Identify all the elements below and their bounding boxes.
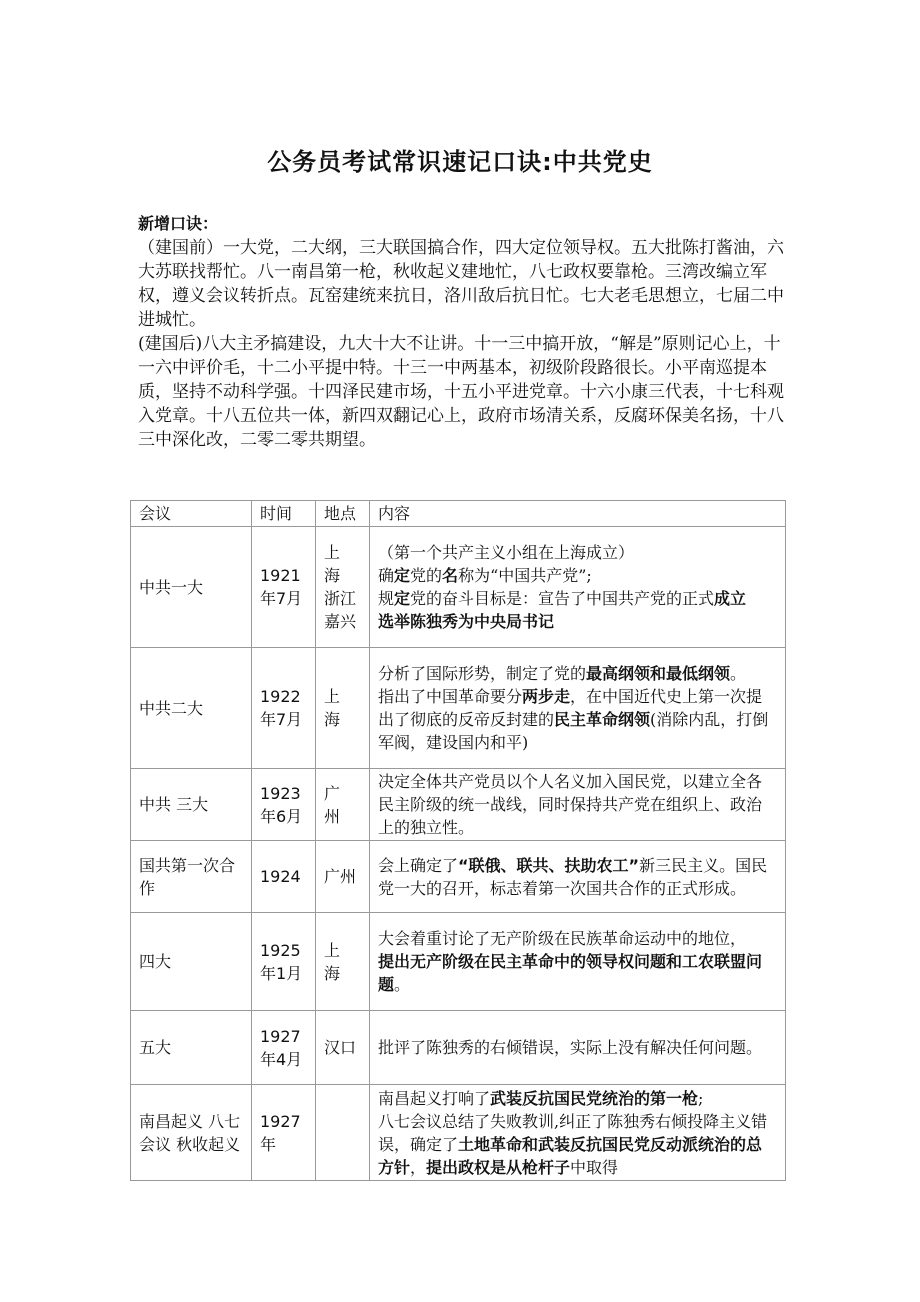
emphasis-text: 提出政权是从枪杆子	[426, 1157, 571, 1177]
meeting-place-cell: 上 海	[316, 913, 370, 1011]
content-lines	[378, 1087, 777, 1179]
content-text: 。	[730, 664, 747, 683]
content-lines	[378, 854, 777, 900]
content-line	[378, 1110, 777, 1179]
meeting-name-cell: 中共二大	[131, 648, 252, 769]
content-text: 分析了国际形势，制定了党的	[378, 664, 587, 683]
table-header-row	[131, 501, 786, 527]
table-body	[131, 527, 786, 1181]
meeting-place-cell: 汉口	[316, 1011, 370, 1085]
content-text: 决定全体共产党员以个人名义加入国民党，以建立全各民主阶级的统一战线，同时保持共产党在组织上、政治上的独立性。	[378, 772, 763, 837]
meeting-name-cell: 五大	[131, 1011, 252, 1085]
emphasis-text: 成立	[714, 589, 747, 608]
table-row	[131, 1085, 786, 1181]
meeting-place-cell: 上 海	[316, 648, 370, 769]
meeting-content-cell	[370, 913, 786, 1011]
emphasis-text: 选举陈独秀为中央局书记	[378, 612, 555, 631]
meeting-time-cell: 1925年1月	[252, 913, 316, 1011]
content-text: 党的	[410, 566, 443, 585]
table-row	[131, 1011, 786, 1085]
meeting-content-cell	[370, 841, 786, 913]
header-time: 时间	[252, 501, 316, 527]
content-line	[378, 610, 777, 633]
header-meeting: 会议	[131, 501, 252, 527]
emphasis-text: “联俄、联共、扶助农工”	[458, 855, 640, 875]
meeting-time-cell: 1921年7月	[252, 527, 316, 648]
content-text: 会上确定了	[378, 855, 459, 875]
content-text: 八七会议总结了失败教训,纠正了陈独秀右倾投降主义错误，确定了	[378, 1111, 768, 1154]
content-text: 确	[378, 566, 395, 585]
emphasis-text: 民主革命纲领	[554, 710, 651, 729]
meeting-place-cell: 广州	[316, 841, 370, 913]
content-text: (消除内乱，打倒军阀，建设国内和平)	[378, 710, 769, 752]
meeting-time-cell: 1923年6月	[252, 769, 316, 841]
table-row	[131, 527, 786, 648]
meeting-time-cell: 1927年	[252, 1085, 316, 1181]
content-text: 党的奋斗目标是：宣告了中国共产党的正式	[410, 589, 715, 608]
content-text: （第一个共产主义小组在上海成立）	[378, 543, 635, 562]
emphasis-text: 提出无产阶级在民主革命中的领导权问题和工农联盟问题	[378, 952, 763, 994]
mnemonic-paragraph-post-1949: (建国后)八大主矛搞建设，九大十大不让讲。十一三中搞开放，“解是”原则记心上，十一六中评价毛，十二小平提中特。十三一中两基本，初级阶段路很长。小平南巡提本质，坚持不动科学强。十四泽民建市场，十五小平进党章。十六小康三代表，十七科观入党章。十八五位共一体，新四双翻记心上，政府市场清关系，反腐环保美名扬，十八三中深化改，二零二零共期望。	[138, 334, 784, 450]
content-line	[378, 564, 777, 587]
content-line	[378, 662, 777, 685]
emphasis-text: 武装反抗国民党统治的第一枪	[490, 1088, 699, 1108]
content-line	[378, 927, 777, 950]
table-row	[131, 841, 786, 913]
content-text: 大会着重讨论了无产阶级在民族革命运动中的地位，	[378, 929, 747, 948]
meeting-time-cell: 1922年7月	[252, 648, 316, 769]
content-line	[378, 587, 777, 610]
emphasis-text: 两步走	[522, 687, 571, 706]
content-text: 中取得	[570, 1157, 619, 1177]
mnemonic-paragraph-pre-1949: （建国前）一大党，二大纲，三大联国搞合作，四大定位领导权。五大批陈打酱油，六大苏联找帮忙。八一南昌第一枪，秋收起义建地忙，八七政权要靠枪。三湾改编立军权，遵义会议转折点。瓦窑建统来抗日，洛川敌后抗日忙。七大老毛思想立，七届二中进城忙。	[138, 238, 784, 330]
meeting-content-cell	[370, 648, 786, 769]
content-lines	[378, 770, 777, 839]
document-title: 公务员考试常识速记口诀:中共党史	[267, 148, 653, 176]
emphasis-text: 土地革命和武装反抗国民党反动派统治的总方针	[378, 1134, 763, 1177]
content-line	[378, 854, 777, 900]
meeting-name-cell: 国共第一次合作	[131, 841, 252, 913]
emphasis-text: 最高纲领和最低纲领	[586, 664, 731, 683]
meeting-place-cell: 上 海 浙江嘉兴	[316, 527, 370, 648]
content-text: ，	[410, 1157, 427, 1177]
content-line	[378, 685, 777, 754]
content-lines	[378, 541, 777, 633]
table-row	[131, 769, 786, 841]
table-row	[131, 648, 786, 769]
meeting-content-cell	[370, 527, 786, 648]
header-place: 地点	[316, 501, 370, 527]
emphasis-text: 定	[394, 589, 411, 608]
content-text: 南昌起义打响了	[378, 1088, 491, 1108]
content-text: ，在中国近代史上第一次提出了彻底的反帝反封建的	[378, 687, 763, 729]
content-text: 批评了陈独秀的右倾错误，实际上没有解决任何问题。	[378, 1038, 763, 1057]
meeting-name-cell: 四大	[131, 913, 252, 1011]
mnemonic-section	[138, 212, 788, 452]
content-text: 规	[378, 589, 395, 608]
content-text: 。	[394, 975, 411, 994]
emphasis-text: 定	[394, 566, 411, 585]
meeting-time-cell: 1927年4月	[252, 1011, 316, 1085]
meeting-content-cell	[370, 1085, 786, 1181]
content-line	[378, 1036, 777, 1059]
header-content: 内容	[370, 501, 786, 527]
meeting-content-cell	[370, 1011, 786, 1085]
content-lines	[378, 927, 777, 996]
emphasis-text: 名	[442, 566, 459, 585]
table-row	[131, 913, 786, 1011]
meeting-place-cell: 广 州	[316, 769, 370, 841]
content-text: ;	[698, 1088, 704, 1108]
section-heading: 新增口诀：	[138, 214, 219, 233]
meeting-time-cell: 1924	[252, 841, 316, 913]
meeting-place-cell	[316, 1085, 370, 1181]
content-line	[378, 770, 777, 839]
content-lines	[378, 662, 777, 754]
content-line	[378, 950, 777, 996]
content-text: 称为“中国共产党”;	[458, 566, 592, 585]
meeting-name-cell: 南昌起义 八七会议 秋收起义	[131, 1085, 252, 1181]
party-meetings-table	[130, 500, 786, 1181]
meeting-name-cell: 中共 三大	[131, 769, 252, 841]
content-line	[378, 541, 777, 564]
content-line	[378, 1087, 777, 1110]
meeting-name-cell: 中共一大	[131, 527, 252, 648]
content-text: 新三民主义。国民党一大的召开，标志着第一次国共合作的正式形成。	[378, 855, 768, 898]
content-text: 指出了中国革命要分	[378, 687, 523, 706]
content-lines	[378, 1036, 777, 1059]
meeting-content-cell	[370, 769, 786, 841]
